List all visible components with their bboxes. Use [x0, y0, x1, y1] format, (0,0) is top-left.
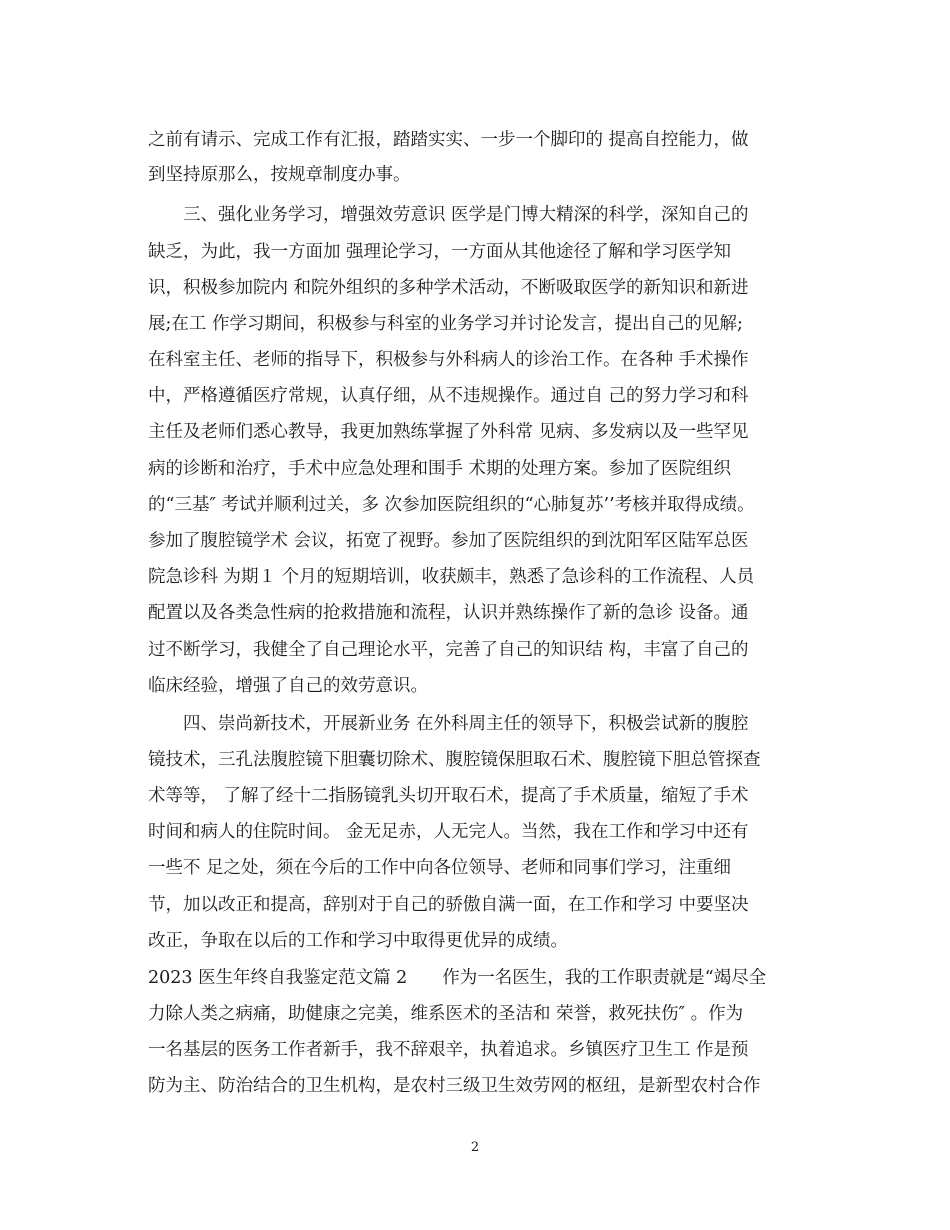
- body-text-line: 之前有请示、完成工作有汇报，踏踏实实、一步一个脚印的 提高自控能力，做: [148, 130, 749, 150]
- body-text-line: 缺乏，为此，我一方面加 强理论学习，一方面从其他途径了解和学习医学知: [148, 242, 732, 262]
- body-text-line: 参加了腹腔镜学术 会议，拓宽了视野。参加了医院组织的到沈阳军区陆军总医: [148, 531, 749, 551]
- body-text-line: 时间和病人的住院时间。 金无足赤，人无完人。当然，我在工作和学习中还有: [148, 822, 749, 842]
- body-text-line: 配置以及各类急性病的抢救措施和流程，认识并熟练操作了新的急诊 设备。通: [148, 603, 749, 623]
- body-text-line: 过不断学习，我健全了自己理论水平，完善了自己的知识结 构，丰富了自己的: [148, 640, 749, 660]
- body-text-line: 镜技术，三孔法腹腔镜下胆囊切除术、腹腔镜保胆取石术、腹腔镜下胆总管探查: [148, 750, 761, 770]
- body-text-line: 病的诊断和治疗，手术中应急处理和围手 术期的处理方案。参加了医院组织: [148, 459, 732, 479]
- section-heading-line: 三、强化业务学习，增强效劳意识 医学是门博大精深的科学，深知自己的: [183, 205, 749, 225]
- body-text-line: 展;在工 作学习期间，积极参与科室的业务学习并讨论发言，提出自己的见解;: [148, 314, 743, 334]
- body-text-line: 到坚持原那么，按规章制度办事。: [148, 165, 411, 185]
- body-text-line: 术等等， 了解了经十二指肠镜乳头切开取石术，提高了手术质量，缩短了手术: [148, 786, 749, 806]
- body-text-line: 主任及老师们悉心教导，我更加熟练掌握了外科常 见病、多发病以及一些罕见: [148, 422, 749, 442]
- body-text-line: 院急诊科 为期１ 个月的短期培训，收获颇丰，熟悉了急诊科的工作流程、人员: [148, 567, 755, 587]
- body-text-line: 识，积极参加院内 和院外组织的多种学术活动，不断吸取医学的新知识和新进: [148, 278, 749, 298]
- body-text-line: 中，严格遵循医疗常规，认真仔细，从不违规操作。通过自 己的努力学习和科: [148, 386, 749, 406]
- body-text-line: 一些不 足之处，须在今后的工作中向各位领导、老师和同事们学习，注重细: [148, 858, 732, 878]
- body-text-line: 临床经验，增强了自己的效劳意识。: [148, 676, 428, 696]
- body-text-line: 防为主、防治结合的卫生机构，是农村三级卫生效劳网的枢纽，是新型农村合作: [148, 1076, 761, 1096]
- body-text-line: 在科室主任、老师的指导下，积极参与外科病人的诊治工作。在各种 手术操作: [148, 350, 749, 370]
- body-text-line: 力除人类之病痛，助健康之完美，维系医术的圣洁和 荣誉，救死扶伤″ 。作为: [148, 1004, 744, 1024]
- body-text-line: 改正，争取在以后的工作和学习中取得更优异的成绩。: [148, 931, 568, 951]
- page-number: 2: [470, 1140, 480, 1155]
- body-text-line: 的“三基″ 考试并顺利过关，多 次参加医院组织的“心肺复苏’’考核并取得成绩。: [148, 495, 755, 515]
- body-text-line: 一名基层的医务工作者新手，我不辞艰辛，执着追求。乡镇医疗卫生工 作是预: [148, 1040, 749, 1060]
- body-text-line: 节，加以改正和提高，辞别对于自己的骄傲自满一面，在工作和学习 中要坚决: [148, 895, 749, 915]
- article-title-line: 2023 医生年终自我鉴定范文篇 2 作为一名医生，我的工作职责就是“竭尽全: [148, 968, 767, 988]
- section-heading-line: 四、崇尚新技术，开展新业务 在外科周主任的领导下，积极尝试新的腹腔: [183, 714, 749, 734]
